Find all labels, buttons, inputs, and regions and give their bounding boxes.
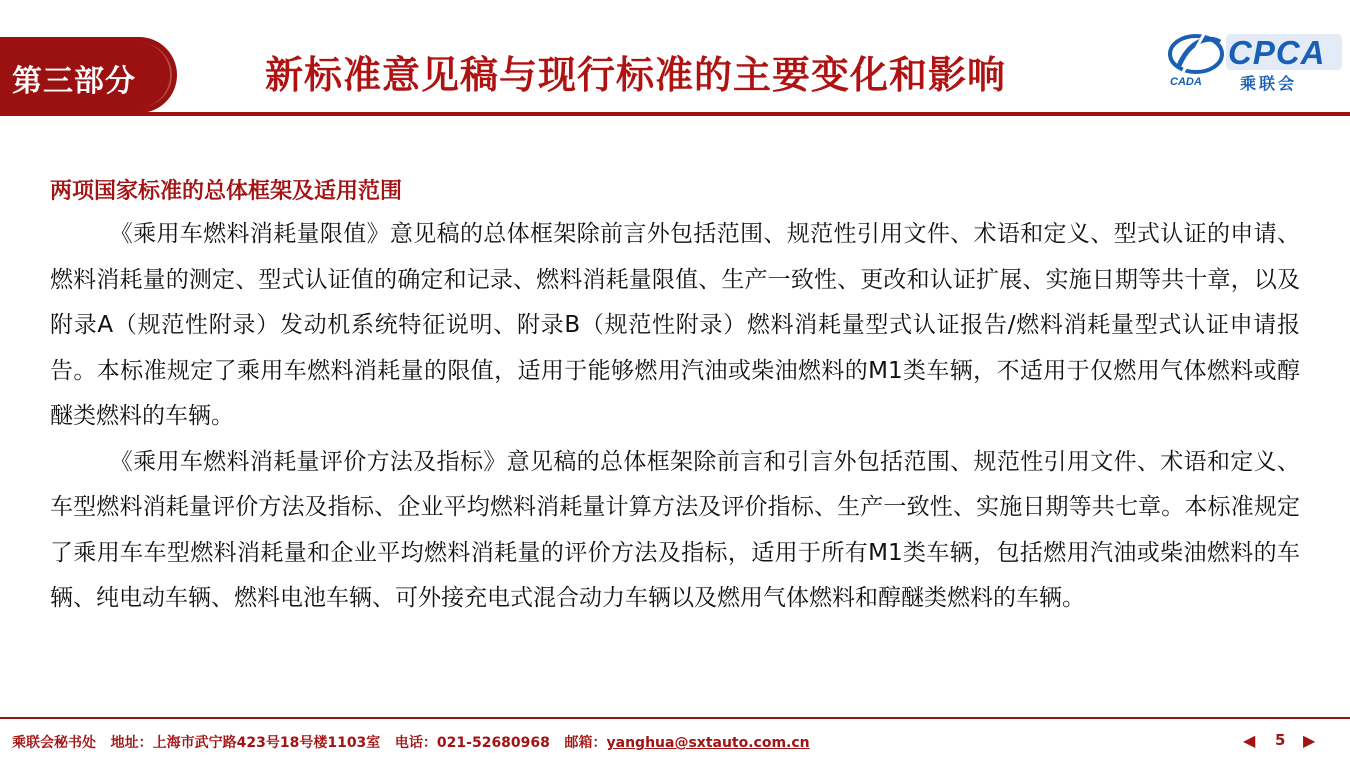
section-label: 第三部分: [12, 64, 136, 99]
header-divider: [0, 112, 1350, 116]
slide-body: [50, 174, 1300, 622]
previous-slide-icon[interactable]: ◀: [1243, 731, 1256, 750]
logo-text: CPCA: [1228, 34, 1326, 71]
footer-contact: [12, 732, 810, 752]
footer-email-link[interactable]: yanghua@sxtauto.com.cn: [606, 735, 810, 751]
logo-cada-text: CADA: [1170, 76, 1202, 88]
footer-phone: 电话：021-52680968: [394, 735, 550, 751]
footer-address: 地址：上海市武宁路423号18号楼1103室: [110, 735, 381, 751]
next-slide-icon[interactable]: ▶: [1303, 731, 1316, 750]
paragraph-limits-standard: 《乘用车燃料消耗量限值》意见稿的总体框架除前言外包括范围、规范性引用文件、术语和定义、型式认证的申请、燃料消耗量的测定、型式认证值的确定和记录、燃料消耗量限值、生产一致性、更改和认证扩展、实施日期等共十章，以及附录A（规范性附录）发动机系统特征说明、附录B（规范性附录）燃料消耗量型式认证报告/燃料消耗量型式认证申请报告。本标准规定了乘用车燃料消耗量的限值，适用于能够燃用汽油或柴油燃料的M1类车辆，不适用于仅燃用气体燃料或醇醚类燃料的车辆。: [50, 221, 1300, 429]
logo-subtitle: 乘联会: [1240, 74, 1298, 93]
footer-divider: [0, 717, 1350, 719]
footer-email-label: 邮箱：: [564, 735, 607, 751]
section-subtitle: 两项国家标准的总体框架及适用范围: [50, 179, 403, 204]
slide-header: [0, 0, 1350, 118]
page-number: 5: [1275, 731, 1286, 749]
slide-pager: [1243, 729, 1323, 751]
page-title: 新标准意见稿与现行标准的主要变化和影响: [265, 53, 1007, 97]
footer-org: 乘联会秘书处: [12, 735, 96, 751]
paragraph-evaluation-standard: 《乘用车燃料消耗量评价方法及指标》意见稿的总体框架除前言和引言外包括范围、规范性引用文件、术语和定义、车型燃料消耗量评价方法及指标、企业平均燃料消耗量计算方法及评价指标、生产一致性、实施日期等共七章。本标准规定了乘用车车型燃料消耗量和企业平均燃料消耗量的评价方法及指标，适用于所有M1类车辆，包括燃用汽油或柴油燃料的车辆、纯电动车辆、燃料电池车辆、可外接充电式混合动力车辆以及燃用气体燃料和醇醚类燃料的车辆。: [50, 448, 1300, 611]
